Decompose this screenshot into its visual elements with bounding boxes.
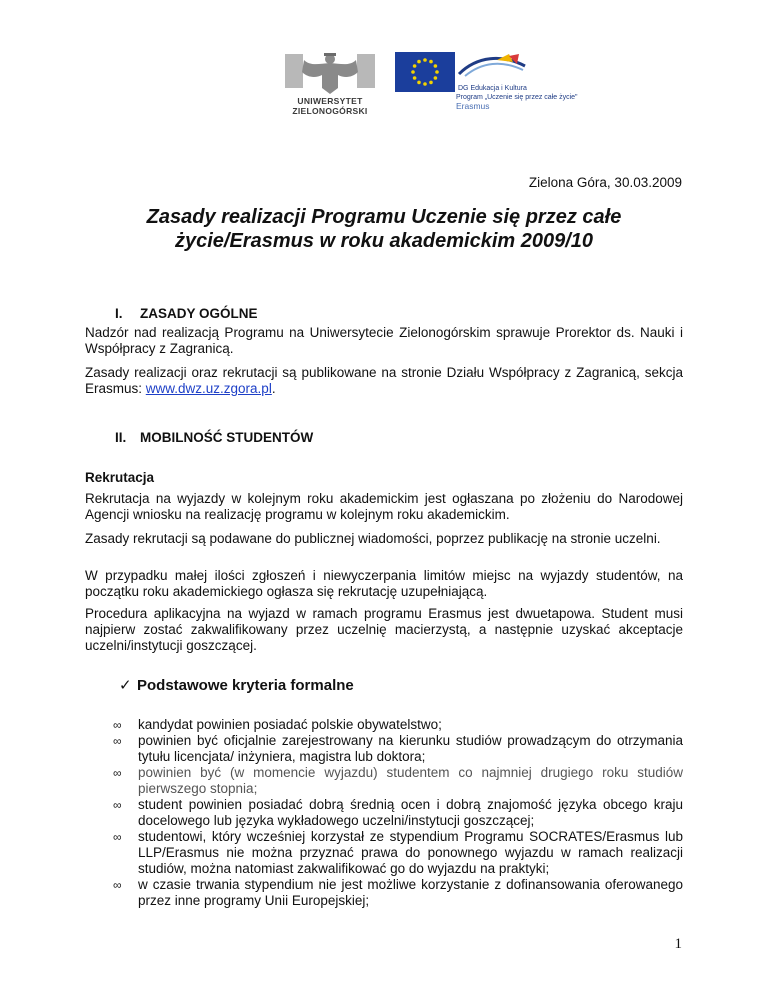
eu-flag-logo — [395, 52, 455, 92]
criteria-heading — [119, 676, 354, 694]
section-2-title: MOBILNOŚĆ STUDENTÓW — [140, 430, 314, 445]
eu-star-icon — [435, 70, 439, 74]
infinity-bullet-icon: ∞ — [113, 766, 122, 780]
criteria-item-text: student powinien posiadać dobrą średnią ocen i dobrą znajomość języka obcego kraju docelowego lub języka wykładowego uczelni/instytucji goszczącej; — [138, 797, 683, 828]
date-line: Zielona Góra, 30.03.2009 — [528, 175, 682, 190]
eu-star-icon — [423, 82, 427, 86]
university-logo-line1: UNIWERSYTET — [297, 96, 363, 106]
eu-star-icon — [429, 60, 433, 64]
list-item — [113, 717, 683, 733]
infinity-bullet-icon: ∞ — [113, 734, 122, 748]
list-item — [113, 765, 683, 797]
document-title — [95, 205, 673, 253]
eu-star-icon — [434, 64, 438, 68]
eu-star-icon — [434, 76, 438, 80]
eu-star-icon — [413, 64, 417, 68]
llp-wave-logo — [457, 52, 527, 82]
criteria-item-text: studentowi, który wcześniej korzystał ze stypendium Programu SOCRATES/Erasmus lub LLP/Erasmus nie można przyznać prawa do ponownego wyjazdu w ramach realizacji studiów, można natomiast zakwalifikować go do wyjazdu na praktyki; — [138, 829, 683, 876]
section-1-paragraph-1: Nadzór nad realizacją Programu na Uniwersytecie Zielonogórskim sprawuje Prorektor ds. Nauki i Współpracy z Zagranicą. — [85, 325, 683, 356]
eu-star-icon — [417, 81, 421, 85]
eu-flag-icon — [395, 52, 455, 92]
university-logo — [280, 50, 380, 120]
infinity-bullet-icon: ∞ — [113, 798, 122, 812]
eu-star-icon — [411, 70, 415, 74]
eu-star-icon — [429, 81, 433, 85]
dg-line-1: DG Edukacja i Kultura — [458, 85, 527, 92]
list-item — [113, 797, 683, 829]
checkmark-icon: ✓ — [119, 677, 132, 694]
section-2-paragraph-1: Rekrutacja na wyjazdy w kolejnym roku akademickim jest ogłaszana po złożeniu do Narodowej Agencji wniosku na realizację programu w kolejnym roku akademickim. — [85, 491, 683, 522]
dg-line-2: Program „Uczenie się przez całe życie" — [456, 94, 578, 101]
section-2-number: II. — [115, 430, 127, 445]
llp-swoosh-icon — [457, 52, 527, 82]
section-2-paragraph-3: W przypadku małej ilości zgłoszeń i niewyczerpania limitów miejsc na wyjazdy studentów, na początku roku akademickiego ogłasza się rekrutację uzupełniającą. — [85, 568, 683, 599]
section-2-paragraph-2: Zasady rekrutacji są podawane do publicznej wiadomości, poprzez publikację na stronie uczelni. — [85, 531, 661, 546]
list-item — [113, 829, 683, 877]
criteria-list — [113, 717, 683, 909]
dwz-website-link[interactable]: www.dwz.uz.zgora.pl — [145, 381, 272, 396]
section-1-number: I. — [115, 306, 123, 321]
page-number: 1 — [674, 936, 682, 952]
eu-star-icon — [417, 60, 421, 64]
eu-star-icon — [423, 58, 427, 62]
criteria-item-text: powinien być (w momencie wyjazdu) studentem co najmniej drugiego roku studiów pierwszego stopnia; — [138, 765, 683, 796]
criteria-item-text: w czasie trwania stypendium nie jest możliwe korzystanie z dofinansowania oferowanego przez inne programy Unii Europejskiej; — [138, 877, 683, 908]
section-1-heading — [115, 306, 258, 321]
criteria-item-text: powinien być oficjalnie zarejestrowany na kierunku studiów prowadzącym do otrzymania tytułu licencjata/ inżyniera, magistra lub doktora; — [138, 733, 683, 764]
list-item — [113, 733, 683, 765]
infinity-bullet-icon: ∞ — [113, 830, 122, 844]
list-item — [113, 877, 683, 909]
section-1-p2-suffix: . — [271, 381, 276, 396]
infinity-bullet-icon: ∞ — [113, 718, 122, 732]
dg-line-3: Erasmus — [456, 101, 490, 111]
criteria-item-text: kandydat powinien posiadać polskie obywatelstwo; — [138, 717, 442, 732]
title-line-1: Zasady realizacji Programu Uczenie się przez całe — [146, 206, 622, 228]
title-line-2: życie/Erasmus w roku akademickim 2009/10 — [174, 230, 594, 252]
section-2-heading — [115, 430, 313, 445]
recruitment-subheading: Rekrutacja — [85, 470, 155, 485]
section-2-paragraph-4: Procedura aplikacyjna na wyjazd w ramach programu Erasmus jest dwuetapowa. Student musi najpierw zostać zakwalifikowany przez uczelnię macierzystą, a następnie uzyskać akceptacje uczelni/instytucji goszczącej. — [85, 606, 683, 653]
section-1-paragraph-2 — [85, 365, 683, 397]
infinity-bullet-icon: ∞ — [113, 878, 122, 892]
section-1-p2-text: Zasady realizacji oraz rekrutacji są publikowane na stronie Działu Współpracy z Zagranicą, sekcja Erasmus: — [85, 365, 683, 396]
section-1-title: ZASADY OGÓLNE — [140, 306, 258, 321]
dg-program-caption — [456, 84, 578, 111]
eu-star-icon — [413, 76, 417, 80]
eagle-emblem-icon — [280, 50, 380, 96]
university-logo-line2: ZIELONOGÓRSKI — [292, 106, 368, 116]
criteria-heading-text: Podstawowe kryteria formalne — [137, 677, 354, 694]
